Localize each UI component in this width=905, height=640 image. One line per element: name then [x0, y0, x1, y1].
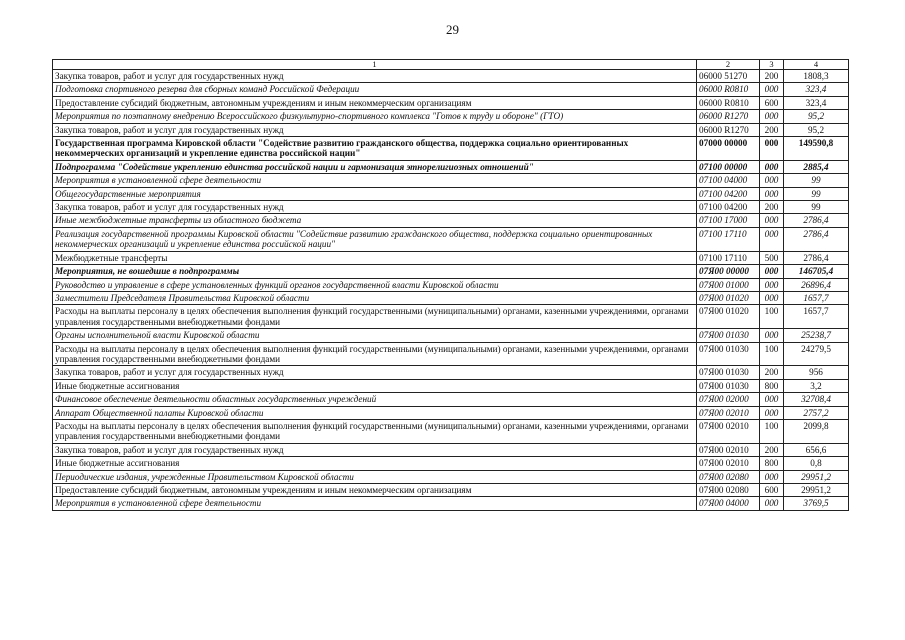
table-row — [53, 227, 849, 251]
row-expense-type: 800 — [760, 379, 784, 392]
row-code: 07Я00 02010 — [697, 457, 760, 470]
table-row — [53, 123, 849, 136]
row-code: 07Я00 02080 — [697, 484, 760, 497]
row-name: Иные бюджетные ассигнования — [53, 457, 697, 470]
row-code: 07100 04200 — [697, 201, 760, 214]
row-code: 07Я00 02000 — [697, 393, 760, 406]
table-row — [53, 366, 849, 379]
row-code: 07Я00 02010 — [697, 443, 760, 456]
table-row — [53, 110, 849, 123]
row-expense-type: 000 — [760, 393, 784, 406]
row-expense-type: 500 — [760, 251, 784, 264]
row-expense-type: 200 — [760, 201, 784, 214]
row-sum: 323,4 — [784, 83, 849, 96]
row-name: Межбюджетные трансферты — [53, 251, 697, 264]
row-expense-type: 000 — [760, 278, 784, 291]
row-expense-type: 000 — [760, 214, 784, 227]
table-row — [53, 379, 849, 392]
table-row — [53, 342, 849, 366]
row-code: 07Я00 02010 — [697, 406, 760, 419]
row-sum: 0,8 — [784, 457, 849, 470]
table-row — [53, 329, 849, 342]
row-code: 07100 17110 — [697, 251, 760, 264]
row-code: 06000 51270 — [697, 70, 760, 83]
row-expense-type: 000 — [760, 137, 784, 161]
row-name: Заместители Председателя Правительства Кировской области — [53, 291, 697, 304]
row-sum: 95,2 — [784, 110, 849, 123]
row-code: 07Я00 02080 — [697, 470, 760, 483]
row-expense-type: 000 — [760, 406, 784, 419]
row-name: Мероприятия в установленной сфере деятельности — [53, 497, 697, 510]
row-code: 06000 R0810 — [697, 83, 760, 96]
row-sum: 29951,2 — [784, 470, 849, 483]
row-code: 07Я00 01030 — [697, 379, 760, 392]
row-sum: 2786,4 — [784, 227, 849, 251]
table-row — [53, 305, 849, 329]
row-code: 07100 00000 — [697, 160, 760, 173]
table-row — [53, 497, 849, 510]
table-row — [53, 214, 849, 227]
row-code: 07Я00 01000 — [697, 278, 760, 291]
row-name: Расходы на выплаты персоналу в целях обеспечения выполнения функций государственными (муниципальными) органами, казенными учреждениями, органами управления государственными внебюджетными фондами — [53, 342, 697, 366]
row-name: Расходы на выплаты персоналу в целях обеспечения выполнения функций государственными (муниципальными) органами, казенными учреждениями, органами управления государственными внебюджетными фондами — [53, 419, 697, 443]
row-code: 06000 R0810 — [697, 96, 760, 109]
table-row — [53, 443, 849, 456]
row-expense-type: 000 — [760, 470, 784, 483]
row-expense-type: 000 — [760, 227, 784, 251]
row-code: 07Я00 01020 — [697, 291, 760, 304]
row-sum: 149590,8 — [784, 137, 849, 161]
row-code: 07Я00 00000 — [697, 265, 760, 278]
row-sum: 24279,5 — [784, 342, 849, 366]
row-expense-type: 000 — [760, 110, 784, 123]
row-name: Предоставление субсидий бюджетным, автономным учреждениям и иным некоммерческим организациям — [53, 484, 697, 497]
row-name: Финансовое обеспечение деятельности областных государственных учреждений — [53, 393, 697, 406]
row-expense-type: 000 — [760, 83, 784, 96]
row-code: 07Я00 01020 — [697, 305, 760, 329]
table-row — [53, 137, 849, 161]
row-code: 07100 17110 — [697, 227, 760, 251]
page-number: 29 — [446, 22, 459, 37]
row-name: Периодические издания, учрежденные Правительством Кировской области — [53, 470, 697, 483]
row-name: Общегосударственные мероприятия — [53, 187, 697, 200]
row-name: Мероприятия, не вошедшие в подпрограммы — [53, 265, 697, 278]
row-expense-type: 600 — [760, 96, 784, 109]
row-sum: 99 — [784, 187, 849, 200]
row-expense-type: 000 — [760, 265, 784, 278]
row-name: Закупка товаров, работ и услуг для государственных нужд — [53, 366, 697, 379]
header-col-4: 4 — [784, 60, 849, 70]
row-code: 06000 R1270 — [697, 123, 760, 136]
header-row — [53, 60, 849, 70]
row-sum: 99 — [784, 174, 849, 187]
row-sum: 1657,7 — [784, 291, 849, 304]
row-code: 07Я00 01030 — [697, 342, 760, 366]
row-name: Органы исполнительной власти Кировской области — [53, 329, 697, 342]
table-row — [53, 251, 849, 264]
header-col-3: 3 — [760, 60, 784, 70]
row-expense-type: 100 — [760, 419, 784, 443]
row-code: 07100 04200 — [697, 187, 760, 200]
row-sum: 95,2 — [784, 123, 849, 136]
row-expense-type: 000 — [760, 187, 784, 200]
table-row — [53, 174, 849, 187]
row-expense-type: 100 — [760, 342, 784, 366]
row-sum: 656,6 — [784, 443, 849, 456]
table-row — [53, 265, 849, 278]
table-row — [53, 484, 849, 497]
row-sum: 1657,7 — [784, 305, 849, 329]
row-code: 07100 04000 — [697, 174, 760, 187]
table-row — [53, 187, 849, 200]
row-name: Руководство и управление в сфере установленных функций органов государственной власти Кировской области — [53, 278, 697, 291]
row-name: Мероприятия в установленной сфере деятельности — [53, 174, 697, 187]
row-name: Предоставление субсидий бюджетным, автономным учреждениям и иным некоммерческим организациям — [53, 96, 697, 109]
row-name: Закупка товаров, работ и услуг для государственных нужд — [53, 443, 697, 456]
row-name: Реализация государственной программы Кировской области "Содействие развитию гражданского общества, поддержка социально ориентированных некоммерческих организаций и укрепление единства российской нации" — [53, 227, 697, 251]
row-code: 07Я00 02010 — [697, 419, 760, 443]
row-sum: 3,2 — [784, 379, 849, 392]
table-row — [53, 201, 849, 214]
row-expense-type: 100 — [760, 305, 784, 329]
row-sum: 32708,4 — [784, 393, 849, 406]
row-name: Аппарат Общественной палаты Кировской области — [53, 406, 697, 419]
row-name: Иные межбюджетные трансферты из областного бюджета — [53, 214, 697, 227]
row-name: Закупка товаров, работ и услуг для государственных нужд — [53, 201, 697, 214]
row-expense-type: 200 — [760, 366, 784, 379]
row-sum: 99 — [784, 201, 849, 214]
row-name: Государственная программа Кировской области "Содействие развитию гражданского общества, поддержка социально ориентированных некоммерческих организаций и укрепление единства российской нации" — [53, 137, 697, 161]
row-name: Расходы на выплаты персоналу в целях обеспечения выполнения функций государственными (муниципальными) органами, казенными учреждениями, органами управления государственными внебюджетными фондами — [53, 305, 697, 329]
row-expense-type: 000 — [760, 291, 784, 304]
row-expense-type: 200 — [760, 70, 784, 83]
table-body — [53, 70, 849, 511]
row-sum: 29951,2 — [784, 484, 849, 497]
table-row — [53, 160, 849, 173]
row-sum: 2786,4 — [784, 214, 849, 227]
table-row — [53, 278, 849, 291]
row-code: 07Я00 04000 — [697, 497, 760, 510]
row-expense-type: 000 — [760, 174, 784, 187]
table-row — [53, 457, 849, 470]
table-row — [53, 419, 849, 443]
row-code: 06000 R1270 — [697, 110, 760, 123]
table-row — [53, 470, 849, 483]
table-row — [53, 393, 849, 406]
row-sum: 1808,3 — [784, 70, 849, 83]
row-name: Закупка товаров, работ и услуг для государственных нужд — [53, 70, 697, 83]
header-col-2: 2 — [697, 60, 760, 70]
row-code: 07Я00 01030 — [697, 329, 760, 342]
row-expense-type: 000 — [760, 160, 784, 173]
row-sum: 146705,4 — [784, 265, 849, 278]
row-expense-type: 000 — [760, 329, 784, 342]
row-sum: 2786,4 — [784, 251, 849, 264]
row-expense-type: 000 — [760, 497, 784, 510]
budget-table — [52, 59, 849, 511]
row-code: 07000 00000 — [697, 137, 760, 161]
row-sum: 3769,5 — [784, 497, 849, 510]
row-sum: 956 — [784, 366, 849, 379]
row-sum: 323,4 — [784, 96, 849, 109]
row-sum: 25238,7 — [784, 329, 849, 342]
header-col-1: 1 — [53, 60, 697, 70]
table-row — [53, 83, 849, 96]
table-row — [53, 70, 849, 83]
table-row — [53, 291, 849, 304]
table-row — [53, 406, 849, 419]
row-name: Закупка товаров, работ и услуг для государственных нужд — [53, 123, 697, 136]
row-expense-type: 200 — [760, 443, 784, 456]
row-expense-type: 200 — [760, 123, 784, 136]
row-sum: 2885,4 — [784, 160, 849, 173]
row-name: Мероприятия по поэтапному внедрению Всероссийского физкультурно-спортивного комплекса "Готов к труду и обороне" (ГТО) — [53, 110, 697, 123]
row-expense-type: 600 — [760, 484, 784, 497]
row-code: 07Я00 01030 — [697, 366, 760, 379]
row-sum: 2757,2 — [784, 406, 849, 419]
row-code: 07100 17000 — [697, 214, 760, 227]
row-sum: 2099,8 — [784, 419, 849, 443]
table-row — [53, 96, 849, 109]
row-name: Подпрограмма "Содействие укреплению единства российской нации и гармонизация этнорелигиозных отношений" — [53, 160, 697, 173]
row-expense-type: 800 — [760, 457, 784, 470]
row-name: Иные бюджетные ассигнования — [53, 379, 697, 392]
row-sum: 26896,4 — [784, 278, 849, 291]
row-name: Подготовка спортивного резерва для сборных команд Российской Федерации — [53, 83, 697, 96]
